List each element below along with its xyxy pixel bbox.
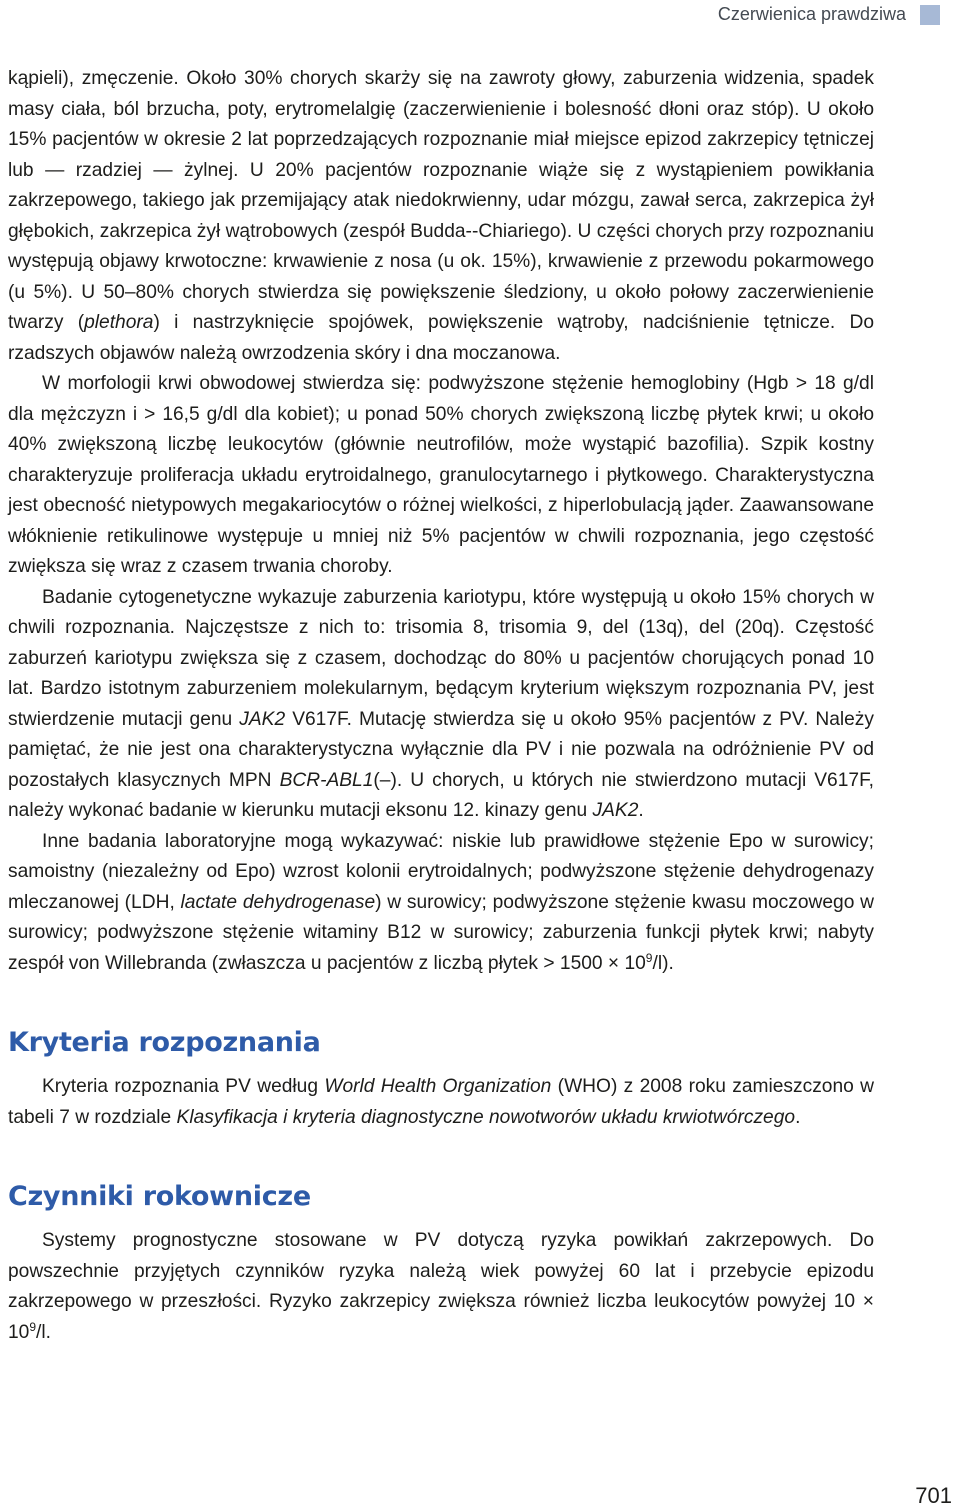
body-paragraph-1 [8,64,874,369]
italic-term: plethora [84,312,154,333]
page-number: 701 [915,1483,952,1508]
body-paragraph-2 [8,369,874,583]
paragraph-text: ) i nastrzyknięcie spojówek, powiększenie wątroby, nadciśnienie tętnicze. Do rzadszych objawów należą owrzodzenia skóry i dna moczanowa. [8,312,875,364]
running-title: Czerwienica prawdziwa [717,4,906,24]
body-paragraph-4 [8,827,874,980]
paragraph-text: Systemy prognostyczne stosowane w PV dotyczą ryzyka powikłań zakrzepowych. Do powszechnie przyjętych czynników ryzyka należą wiek powyżej 60 lat i przebycie epizodu zakrzepowego w przeszłości. Ryzyko zakrzepicy zwiększa również liczba leukocytów powyżej 10 × 10 [8,1230,874,1343]
paragraph-text: (WHO) z 2008 roku zamieszczono w tabeli 7 w rozdziale [8,1076,874,1128]
gene-name: BCR-ABL1 [279,769,374,791]
section-heading-kryteria: Kryteria rozpoznania [8,1027,321,1058]
paragraph-text: V617F. Mutację stwierdza się u około 95% pacjentów z PV. Należy pamiętać, że nie jest ona charakterystyczna wyłącznie dla PV i nie pozwala na odróżnienie PV od pozostałych klasycznych MPN [8,708,874,791]
chapter-reference: Klasyfikacja i kryteria diagnostyczne nowotworów układu krwiotwórczego [176,1106,796,1128]
czynniki-paragraph [8,1226,874,1348]
paragraph-text: . [795,1106,801,1128]
paragraph-text: (–). U chorych, u których nie stwierdzono mutacji V617F, należy wykonać badanie w kierunku mutacji eksonu 12. kinazy genu [8,769,874,821]
paragraph-text: Badanie cytogenetyczne wykazuje zaburzenia kariotypu, które występują u około 15% chorych w chwili rozpoznania. Najczęstsze z nich to: trisomia 8, trisomia 9, del (13q), del (20q). Częstość zaburzeń kariotypu zwiększa się z czasem, dochodząc do 80% u pacjentów chorujących ponad 10 lat. Bardzo istotnym zaburzeniem molekularnym, będącym kryterium większym rozpoznania PV, jest stwierdzenie mutacji genu [8,586,874,730]
paragraph-text: Kryteria rozpoznania PV według [42,1076,325,1097]
paragraph-text: W morfologii krwi obwodowej stwierdza się: podwyższone stężenie hemoglobiny (Hgb > 18 g/dl dla mężczyzn i > 16,5 g/dl dla kobiet); u ponad 50% chorych zwiększoną liczbę płytek krwi; u około 40% zwiększoną liczbę leukocytów (głównie neutrofilów, może wystąpić bazofilia). Szpik kostny charakteryzuje proliferacja układu erytroidalnego, granulocytarnego i płytkowego. Charakterystyczna jest obecność nietypowych megakariocytów o różnej wielkości, z hiperlobulacją jąder. Zaawansowane włóknienie retikulinowe występuje u mniej niż 5% pacjentów w chwili rozpoznania, jego częstość zwiększa się wraz z czasem trwania choroby. [8,373,874,577]
kryteria-paragraph [8,1072,874,1133]
paragraph-text: Inne badania laboratoryjne mogą wykazywać: niskie lub prawidłowe stężenie Epo w surowicy; samoistny (niezależny od Epo) wzrost kolonii erytroidalnych; podwyższone stężenie dehydrogenazy mleczanowej (LDH, [8,830,874,913]
paragraph-text: . [638,800,644,821]
italic-term: lactate dehydrogenase [180,891,376,913]
paragraph-text: /l. [36,1321,51,1343]
header-accent-square [920,5,940,25]
gene-name: JAK2 [239,708,286,730]
body-paragraph-3 [8,583,874,827]
gene-name: JAK2 [592,800,639,821]
page-content [8,64,874,1348]
running-header [718,4,940,25]
paragraph-text: kąpieli), zmęczenie. Około 30% chorych skarży się na zawroty głowy, zaburzenia widzenia, spadek masy ciała, ból brzucha, poty, erytromelalgię (zaczerwienienie i bolesność dłoni oraz stóp). U około 15% pacjentów w okresie 2 lat poprzedzających rozpoznanie miał miejsce epizod zakrzepicy tętniczej lub — rzadziej — żylnej. U 20% pacjentów rozpoznanie wiąże się z wystąpieniem powikłania zakrzepowego, takiego jak przemijający atak niedokrwienny, udar mózgu, zawał serca, zakrzepica żył głębokich, zakrzepica żył wątrobowych (zespół Budda--Chiariego). U części chorych przy rozpoznaniu występują objawy krwotoczne: krwawienie z nosa (u ok. 15%), krwawienie z przewodu pokarmowego (u 5%). U 50–80% chorych stwierdza się powiększenie śledziony, u około połowy zaczerwienienie twarzy ( [8,68,874,333]
superscript: 9 [29,1319,37,1334]
paragraph-text: /l). [652,952,674,974]
section-heading-czynniki: Czynniki rokownicze [8,1181,311,1212]
superscript: 9 [645,950,653,965]
paragraph-text: ) w surowicy; podwyższone stężenie kwasu moczowego w surowicy; podwyższone stężenie witaminy B12 w surowicy; zaburzenia funkcji płytek krwi; nabyty zespół von Willebranda (zwłaszcza u pacjentów z liczbą płytek > 1500 × 10 [8,891,874,974]
italic-term: World Health Organization [324,1076,552,1097]
